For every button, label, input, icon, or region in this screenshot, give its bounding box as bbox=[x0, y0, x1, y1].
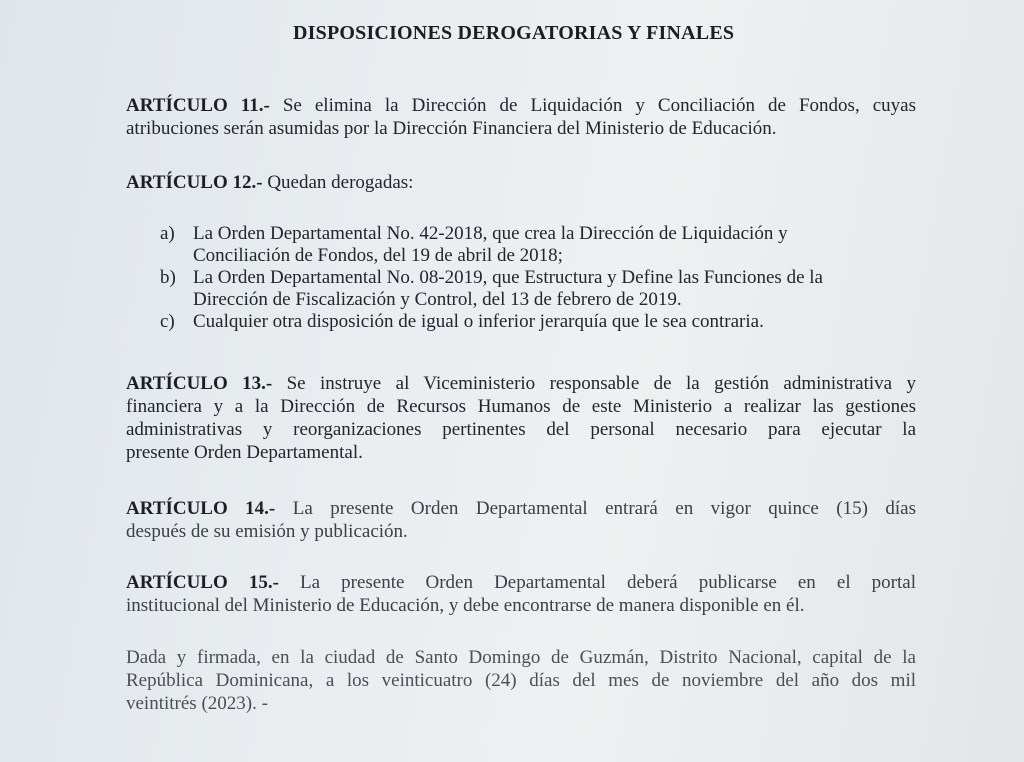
list-text-b-line-1: La Orden Departamental No. 08-2019, que Estructura y Define las Funciones de la bbox=[193, 267, 823, 288]
article-14-text-1: La presente Orden Departamental entrará en vigor quince (15) días bbox=[275, 498, 917, 519]
article-13-line-4: presente Orden Departamental. bbox=[126, 442, 363, 463]
closing-line-1: Dada y firmada, en la ciudad de Santo Domingo de Guzmán, Distrito Nacional, capital de la bbox=[126, 647, 916, 668]
article-14-line-1 bbox=[126, 497, 916, 520]
article-11-line-2: atribuciones serán asumidas por la Dirección Financiera del Ministerio de Educación. bbox=[126, 118, 777, 139]
article-13-line-1 bbox=[126, 372, 916, 395]
article-13-text-1: Se instruye al Viceministerio responsable de la gestión administrativa y bbox=[272, 373, 916, 394]
article-13-line-2: financiera y a la Dirección de Recursos Humanos de este Ministerio a realizar las gestiones bbox=[126, 396, 916, 417]
article-14-label: ARTÍCULO 14.- bbox=[126, 498, 276, 519]
list-marker-a: a) bbox=[160, 223, 175, 244]
closing-line-2: República Dominicana, a los veinticuatro (24) días del mes de noviembre del año dos mil bbox=[126, 670, 916, 691]
article-13-line-3: administrativas y reorganizaciones pertinentes del personal necesario para ejecutar la bbox=[126, 419, 916, 440]
list-text-a-line-2: Conciliación de Fondos, del 19 de abril de 2018; bbox=[193, 245, 563, 266]
list-marker-c: c) bbox=[160, 311, 175, 332]
article-14 bbox=[126, 497, 916, 543]
article-15-text-1: La presente Orden Departamental deberá publicarse en el portal bbox=[278, 572, 916, 593]
article-15-line-1 bbox=[126, 571, 916, 594]
list-item-a bbox=[160, 223, 920, 267]
list-text-a-line-1: La Orden Departamental No. 42-2018, que crea la Dirección de Liquidación y bbox=[193, 223, 788, 244]
list-text-b bbox=[193, 267, 920, 311]
article-11 bbox=[126, 94, 916, 140]
list-text-a bbox=[193, 223, 920, 267]
article-11-line-1 bbox=[126, 94, 916, 117]
article-12-label: ARTÍCULO 12.- bbox=[126, 172, 263, 193]
closing-statement bbox=[126, 646, 916, 715]
list-text-c bbox=[193, 311, 920, 333]
list-text-c-line-1: Cualquier otra disposición de igual o inferior jerarquía que le sea contraria. bbox=[193, 311, 764, 332]
article-15 bbox=[126, 571, 916, 617]
article-11-label: ARTÍCULO 11.- bbox=[126, 95, 270, 116]
article-14-line-2: después de su emisión y publicación. bbox=[126, 521, 408, 542]
list-item-b bbox=[160, 267, 920, 311]
article-11-text-1: Se elimina la Dirección de Liquidación y Conciliación de Fondos, cuyas bbox=[269, 95, 916, 116]
article-15-line-2: institucional del Ministerio de Educación, y debe encontrarse de manera disponible en él. bbox=[126, 595, 805, 616]
article-13-label: ARTÍCULO 13.- bbox=[126, 373, 273, 394]
article-12-list bbox=[160, 223, 920, 333]
section-title: DISPOSICIONES DEROGATORIAS Y FINALES bbox=[293, 22, 735, 44]
list-text-b-line-2: Dirección de Fiscalización y Control, del 13 de febrero de 2019. bbox=[193, 289, 682, 310]
list-item-c bbox=[160, 311, 920, 333]
article-15-label: ARTÍCULO 15.- bbox=[126, 572, 279, 593]
list-marker-b: b) bbox=[160, 267, 176, 288]
article-12 bbox=[126, 171, 916, 194]
article-12-text: Quedan derogadas: bbox=[262, 172, 414, 193]
closing-line-3: veintitrés (2023). - bbox=[126, 693, 268, 714]
article-13 bbox=[126, 372, 916, 464]
